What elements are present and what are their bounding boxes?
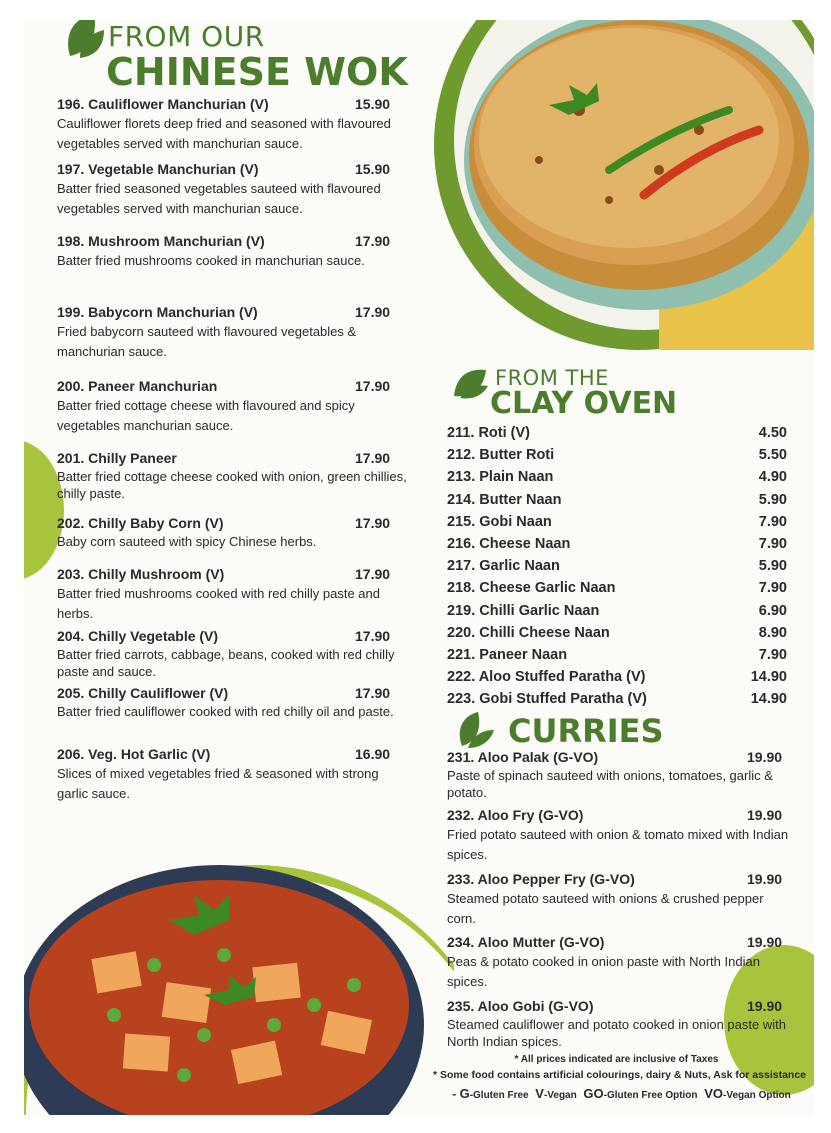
menu-item — [57, 450, 407, 502]
item-description: Steamed cauliflower and potato cooked in onion paste with North Indian spices. — [447, 1017, 786, 1049]
item-price: 5.50 — [758, 447, 787, 464]
legend-v-code: V — [535, 1086, 544, 1101]
menu-item — [57, 96, 407, 154]
item-name: 234. Aloo Mutter (G-VO) — [447, 934, 605, 950]
item-name: 221. Paneer Naan — [447, 646, 568, 663]
item-description: Cauliflower florets deep fried and seasoned with flavoured vegetables served with manchurian sauce. — [57, 116, 391, 151]
item-description: Batter fried cottage cheese with flavoured and spicy vegetables manchurian sauce. — [57, 398, 355, 433]
item-name: 202. Chilly Baby Corn (V) — [57, 515, 224, 531]
item-name: 219. Chilli Garlic Naan — [447, 602, 600, 619]
leaf-icon — [64, 20, 106, 60]
item-description: Batter fried seasoned vegetables sauteed with flavoured vegetables served with manchurian sauce. — [57, 181, 381, 216]
menu-item — [57, 685, 407, 720]
item-price: 14.90 — [750, 669, 787, 686]
oven-item — [447, 647, 787, 669]
menu-item — [57, 566, 407, 624]
item-name: 215. Gobi Naan — [447, 513, 552, 530]
curries-heading: CURRIES — [508, 712, 664, 750]
oven-item — [447, 625, 787, 647]
menu-item — [57, 161, 407, 219]
item-name: 201. Chilly Paneer — [57, 450, 177, 466]
item-price: 19.90 — [747, 807, 783, 823]
menu-item — [57, 746, 407, 804]
menu-item — [57, 378, 407, 436]
leaf-icon — [452, 366, 490, 400]
item-price: 17.90 — [355, 566, 391, 582]
item-description: Batter fried mushrooms cooked with red chilly paste and herbs. — [57, 586, 380, 621]
chinese-heading-small: FROM OUR — [108, 20, 265, 53]
item-description: Batter fried cottage cheese cooked with onion, green chillies, chilly paste. — [57, 469, 407, 501]
item-description: Peas & potato cooked in onion paste with North Indian spices. — [447, 954, 760, 989]
item-price: 19.90 — [747, 998, 783, 1014]
legend-g-code: G — [459, 1086, 470, 1101]
diet-legend — [424, 1086, 814, 1101]
menu-item — [447, 998, 792, 1050]
tax-note: * All prices indicated are inclusive of Taxes — [514, 1054, 719, 1065]
item-description: Batter fried cauliflower cooked with red chilly oil and paste. — [57, 704, 394, 719]
item-price: 15.90 — [355, 161, 391, 177]
item-price: 17.90 — [355, 378, 391, 394]
item-name: 220. Chilli Cheese Naan — [447, 624, 610, 641]
item-price: 7.90 — [758, 535, 787, 552]
legend-dash: - — [452, 1087, 460, 1101]
item-name: 196. Cauliflower Manchurian (V) — [57, 96, 269, 112]
item-description: Steamed potato sauteed with onions & crushed pepper corn. — [447, 891, 764, 926]
item-price: 15.90 — [355, 96, 391, 112]
item-name: 203. Chilly Mushroom (V) — [57, 566, 225, 582]
item-description: Batter fried mushrooms cooked in manchurian sauce. — [57, 253, 365, 268]
legend-vo-text: -Vegan Option — [723, 1090, 791, 1101]
item-name: 231. Aloo Palak (G-VO) — [447, 749, 599, 765]
item-name: 200. Paneer Manchurian — [57, 378, 218, 394]
oven-heading-small: FROM THE — [495, 366, 609, 390]
item-name: 217. Garlic Naan — [447, 558, 560, 575]
oven-item — [447, 469, 787, 491]
item-name: 216. Cheese Naan — [447, 535, 571, 552]
item-name: 235. Aloo Gobi (G-VO) — [447, 998, 594, 1014]
item-price: 19.90 — [747, 934, 783, 950]
item-price: 17.90 — [355, 233, 391, 249]
item-name: 214. Butter Naan — [447, 491, 562, 508]
item-name: 199. Babycorn Manchurian (V) — [57, 304, 258, 320]
item-price: 17.90 — [355, 515, 391, 531]
item-name: 211. Roti (V) — [447, 425, 530, 441]
oven-heading-big: CLAY OVEN — [490, 386, 678, 421]
item-price: 5.90 — [758, 558, 787, 575]
leaf-icon — [454, 712, 496, 750]
item-description: Paste of spinach sauteed with onions, tomatoes, garlic & potato. — [447, 768, 773, 800]
item-price: 17.90 — [355, 450, 391, 466]
item-description: Batter fried carrots, cabbage, beans, cooked with red chilly paste and sauce. — [57, 647, 395, 679]
oven-item — [447, 536, 787, 558]
item-description: Fried babycorn sauteed with flavoured vegetables & manchurian sauce. — [57, 324, 357, 359]
item-price: 7.90 — [758, 513, 787, 530]
item-description: Fried potato sauteed with onion & tomato mixed with Indian spices. — [447, 827, 789, 862]
oven-item — [447, 691, 787, 713]
item-price: 19.90 — [747, 749, 783, 765]
allergy-note: * Some food contains artificial colourings, dairy & Nuts, Ask for assistance — [432, 1069, 807, 1081]
curry-photo — [24, 815, 454, 1115]
item-price: 4.90 — [758, 469, 787, 486]
menu-page — [24, 20, 814, 1115]
menu-item — [447, 871, 792, 929]
legend-go-code: GO — [583, 1086, 604, 1101]
oven-item — [447, 558, 787, 580]
item-name: 232. Aloo Fry (G-VO) — [447, 807, 584, 823]
item-price: 7.90 — [758, 580, 787, 597]
menu-item — [447, 749, 792, 801]
item-description: Slices of mixed vegetables fried & seasoned with strong garlic sauce. — [57, 766, 379, 801]
menu-item — [57, 515, 407, 550]
legend-vo-code: VO — [704, 1086, 723, 1101]
item-price: 8.90 — [758, 624, 787, 641]
oven-item — [447, 492, 787, 514]
item-price: 17.90 — [355, 628, 391, 644]
item-price: 4.50 — [758, 425, 787, 441]
item-price: 16.90 — [355, 746, 391, 762]
oven-item — [447, 514, 787, 536]
item-name: 205. Chilly Cauliflower (V) — [57, 685, 229, 701]
item-name: 222. Aloo Stuffed Paratha (V) — [447, 669, 646, 686]
legend-v-text: -Vegan — [543, 1090, 577, 1101]
item-price: 6.90 — [758, 602, 787, 619]
item-price: 17.90 — [355, 304, 391, 320]
item-name: 204. Chilly Vegetable (V) — [57, 628, 219, 644]
oven-item — [447, 580, 787, 602]
oven-item — [447, 603, 787, 625]
oven-item — [447, 669, 787, 691]
item-price: 14.90 — [750, 691, 787, 708]
menu-item — [447, 934, 792, 992]
item-price: 19.90 — [747, 871, 783, 887]
chinese-heading-big: CHINESE WOK — [106, 50, 408, 94]
menu-item — [57, 304, 407, 362]
item-price: 5.90 — [758, 491, 787, 508]
oven-menu-list — [447, 425, 787, 713]
item-name: 198. Mushroom Manchurian (V) — [57, 233, 265, 249]
legend-g-text: -Gluten Free — [469, 1090, 529, 1101]
item-price: 17.90 — [355, 685, 391, 701]
item-name: 218. Cheese Garlic Naan — [447, 580, 616, 597]
item-description: Baby corn sauteed with spicy Chinese herbs. — [57, 534, 317, 549]
item-name: 206. Veg. Hot Garlic (V) — [57, 746, 211, 762]
item-name: 223. Gobi Stuffed Paratha (V) — [447, 691, 647, 708]
oven-item — [447, 425, 787, 447]
oven-item — [447, 447, 787, 469]
item-name: 212. Butter Roti — [447, 447, 555, 464]
menu-item — [57, 628, 407, 680]
item-name: 197. Vegetable Manchurian (V) — [57, 161, 259, 177]
legend-go-text: -Gluten Free Option — [603, 1090, 698, 1101]
item-name: 213. Plain Naan — [447, 469, 554, 486]
menu-item — [57, 233, 407, 271]
item-name: 233. Aloo Pepper Fry (G-VO) — [447, 871, 635, 887]
menu-item — [447, 807, 792, 865]
item-price: 7.90 — [758, 646, 787, 663]
paratha-photo — [429, 20, 814, 370]
